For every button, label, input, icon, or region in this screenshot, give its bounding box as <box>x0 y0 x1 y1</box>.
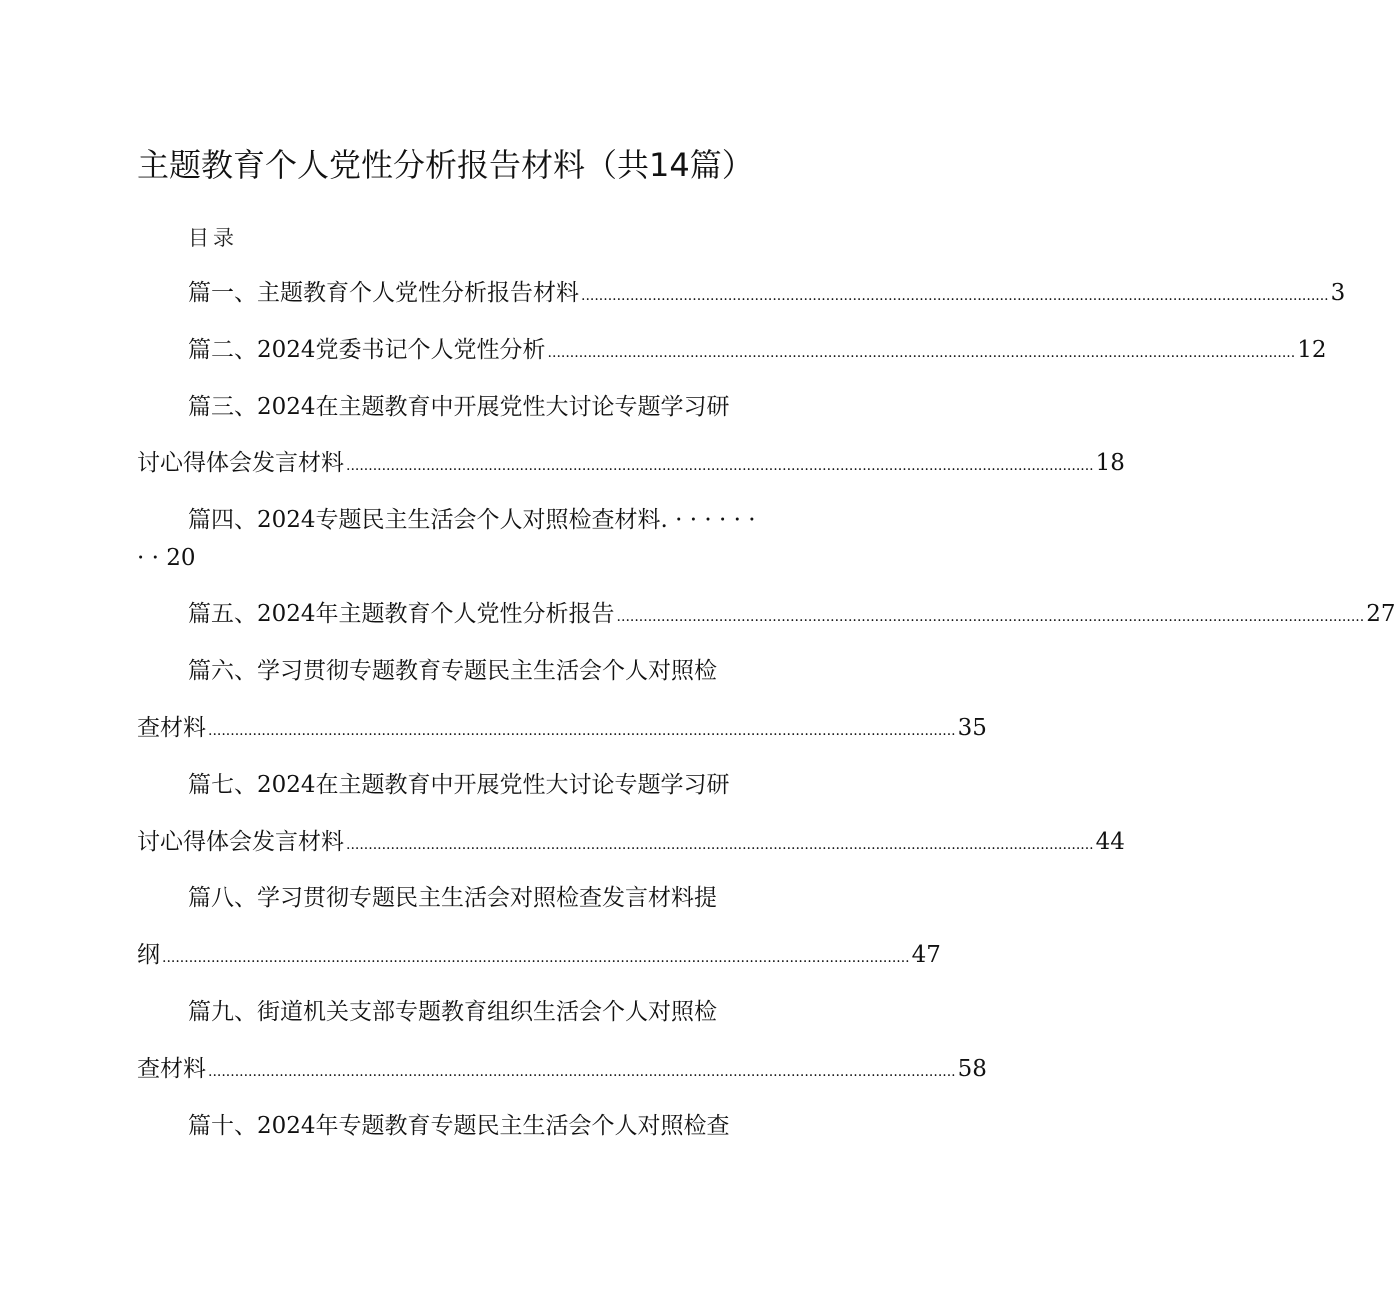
toc-entry-3[interactable] <box>188 390 772 424</box>
toc-entry-3-continued[interactable] <box>137 446 1125 480</box>
toc-entry-8[interactable] <box>188 881 772 915</box>
toc-entry-label: 篇六、学习贯彻专题教育专题民主生活会个人对照检 <box>188 658 717 684</box>
toc-entry-7[interactable] <box>188 768 772 802</box>
toc-entry-label: 篇一、主题教育个人党性分析报告材料 <box>188 280 579 306</box>
toc-entry-7-continued[interactable] <box>137 825 1125 859</box>
toc-page-number: 18 <box>1095 450 1125 476</box>
toc-entry-9-continued[interactable] <box>137 1052 987 1086</box>
toc-entry-10[interactable] <box>188 1109 772 1143</box>
toc-heading: 目录 <box>188 226 238 250</box>
toc-entry-label: 篇二、2024党委书记个人党性分析 <box>188 337 546 363</box>
toc-page-number: 47 <box>911 942 941 968</box>
toc-entry-label: 篇五、2024年主题教育个人党性分析报告 <box>188 601 615 627</box>
toc-leader-dots: ........................................................................................................................................................................ <box>208 1064 956 1080</box>
toc-leader-dots: ........................................................................................................................................................................ <box>616 609 1365 625</box>
toc-entry-label-continued: 讨心得体会发言材料 <box>137 829 344 855</box>
toc-leader-dots: ........................................................................................................................................................................ <box>346 837 1094 853</box>
toc-page-number: 58 <box>957 1056 987 1082</box>
toc-page-number: 12 <box>1297 337 1327 363</box>
toc-entry-label: 篇七、2024在主题教育中开展党性大讨论专题学习研 <box>188 772 730 798</box>
toc-leader-dots: ........................................................................................................................................................................ <box>162 950 910 966</box>
toc-entry-label: 篇三、2024在主题教育中开展党性大讨论专题学习研 <box>188 394 730 420</box>
toc-entry-label-continued: · · 20 <box>137 545 196 571</box>
toc-entry-label: 篇十、2024年专题教育专题民主生活会个人对照检查 <box>188 1113 730 1139</box>
toc-entry-2[interactable] <box>188 333 1327 367</box>
toc-entry-1[interactable] <box>188 276 1346 310</box>
toc-entry-9[interactable] <box>188 995 772 1029</box>
toc-entry-label: 篇八、学习贯彻专题民主生活会对照检查发言材料提 <box>188 885 717 911</box>
toc-entry-4-continued[interactable] <box>137 541 772 575</box>
toc-leader-dots: ........................................................................................................................................................................ <box>208 723 956 739</box>
toc-entry-label-continued: 查材料 <box>137 715 206 741</box>
toc-entry-6-continued[interactable] <box>137 711 987 745</box>
toc-entry-label-continued: 讨心得体会发言材料 <box>137 450 344 476</box>
toc-leader-dots: ........................................................................................................................................................................ <box>547 345 1296 361</box>
toc-entry-label: 篇四、2024专题民主生活会个人对照检查材料. · · · · · · <box>188 507 756 533</box>
toc-entry-6[interactable] <box>188 654 772 688</box>
toc-page-number: 44 <box>1095 829 1125 855</box>
toc-entry-5[interactable] <box>188 597 1395 631</box>
toc-entry-label: 篇九、街道机关支部专题教育组织生活会个人对照检 <box>188 999 717 1025</box>
document-title: 主题教育个人党性分析报告材料（共14篇） <box>137 146 754 184</box>
toc-leader-dots: ........................................................................................................................................................................ <box>346 458 1094 474</box>
toc-leader-dots: ........................................................................................................................................................................ <box>581 288 1329 304</box>
toc-entry-8-continued[interactable] <box>137 938 941 972</box>
toc-entry-label-continued: 查材料 <box>137 1056 206 1082</box>
toc-page-number: 3 <box>1330 280 1346 306</box>
toc-page-number: 27 <box>1366 601 1395 627</box>
toc-page-number: 35 <box>957 715 987 741</box>
toc-entry-4[interactable] <box>188 503 772 537</box>
toc-entry-label-continued: 纲 <box>137 942 160 968</box>
